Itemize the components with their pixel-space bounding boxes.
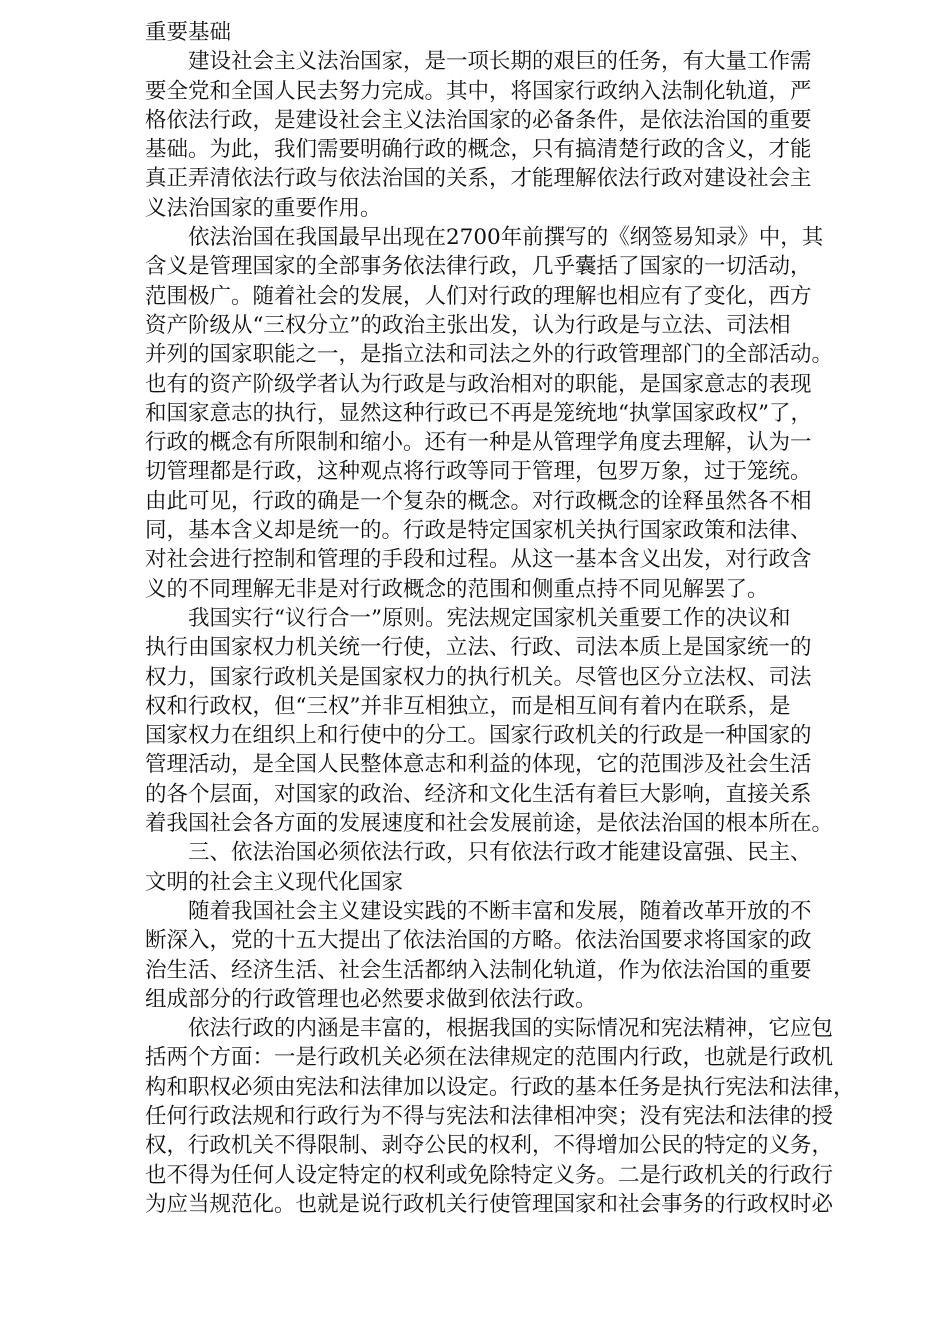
text-line: 国家权力在组织上和行使中的分工。国家行政机关的行政是一种国家的 (145, 723, 812, 749)
text-line: 权和行政权，但“三权”并非互相独立，而是相互间有着内在联系，是 (145, 693, 791, 719)
text-line: 依法治国在我国最早出现在2700年前撰写的《纲签易知录》中，其 (188, 225, 824, 251)
text-line: 并列的国家职能之一，是指立法和司法之外的行政管理部门的全部活动。 (145, 342, 834, 368)
text-line: 随着我国社会主义建设实践的不断丰富和发展，随着改革开放的不 (188, 898, 812, 924)
text-line: 格依法行政，是建设社会主义法治国家的必备条件，是依法治国的重要 (145, 107, 812, 133)
text-line: 着我国社会各方面的发展速度和社会发展前途，是依法治国的根本所在。 (145, 811, 834, 837)
text-line: 义的不同理解无非是对行政概念的范围和侧重点持不同见解罢了。 (145, 576, 769, 602)
paragraph (145, 897, 880, 1014)
text-line: 同，基本含义却是统一的。行政是特定国家机关执行国家政策和法律、 (145, 518, 812, 544)
text-line: 资产阶级从“三权分立”的政治主张出发，认为行政是与立法、司法相 (145, 312, 791, 338)
text-line: 任何行政法规和行政行为不得与宪法和法律相冲突；没有宪法和法律的授 (145, 1103, 834, 1129)
text-line: 行政的概念有所限制和缩小。还有一种是从管理学角度去理解，认为一 (145, 430, 812, 456)
paragraph (145, 604, 880, 838)
paragraph (145, 1014, 880, 1219)
text-line: 构和职权必须由宪法和法律加以设定。行政的基本任务是执行宪法和法律， (145, 1074, 855, 1100)
text-line: 管理活动，是全国人民整体意志和利益的体现，它的范围涉及社会生活 (145, 752, 812, 778)
text-line: 执行由国家权力机关统一行使，立法、行政、司法本质上是国家统一的 (145, 635, 812, 661)
document-page (145, 18, 880, 1219)
text-line: 也有的资产阶级学者认为行政是与政治相对的职能，是国家意志的表现 (145, 371, 812, 397)
text-line: 断深入，党的十五大提出了依法治国的方略。依法治国要求将国家的政 (145, 928, 812, 954)
text-line: 对社会进行控制和管理的手段和过程。从这一基本含义出发，对行政含 (145, 547, 812, 573)
text-line: 为应当规范化。也就是说行政机关行使管理国家和社会事务的行政权时必 (145, 1191, 834, 1217)
text-line: 范围极广。随着社会的发展，人们对行政的理解也相应有了变化，西方 (145, 283, 812, 309)
text-line: 基础。为此，我们需要明确行政的概念，只有搞清楚行政的含义，才能 (145, 137, 812, 163)
text-line: 和国家意志的执行，显然这种行政已不再是笼统地“执掌国家政权”了， (145, 400, 812, 426)
text-line: 要全党和全国人民去努力完成。其中，将国家行政纳入法制化轨道，严 (145, 78, 812, 104)
text-line: 文明的社会主义现代化国家 (145, 869, 404, 895)
heading-tail: 重要基础 (145, 20, 232, 45)
text-line: 权，行政机关不得限制、剥夺公民的权利，不得增加公民的特定的义务， (145, 1133, 834, 1159)
paragraph (145, 838, 880, 897)
text-line: 义法治国家的重要作用。 (145, 195, 382, 221)
text-line: 含义是管理国家的全部事务依法律行政，几乎囊括了国家的一切活动， (145, 254, 812, 280)
text-line: 切管理都是行政，这种观点将行政等同于管理，包罗万象，过于笼统。 (145, 459, 812, 485)
text-line: 也不得为任何人设定特定的权利或免除特定义务。二是行政机关的行政行 (145, 1162, 834, 1188)
text-line: 由此可见，行政的确是一个复杂的概念。对行政概念的诠释虽然各不相 (145, 488, 812, 514)
text-line: 依法行政的内涵是丰富的，根据我国的实际情况和宪法精神，它应包 (188, 1016, 834, 1042)
text-line: 组成部分的行政管理也必然要求做到依法行政。 (145, 986, 597, 1012)
text-line: 三、依法治国必须依法行政，只有依法行政才能建设富强、民主、 (188, 840, 812, 866)
text-line: 的各个层面，对国家的政治、经济和文化生活有着巨大影响，直接关系 (145, 781, 812, 807)
text-line: 我国实行“议行合一”原则。宪法规定国家机关重要工作的决议和 (188, 605, 791, 631)
text-line: 权力，国家行政机关是国家权力的执行机关。尽管也区分立法权、司法 (145, 664, 812, 690)
text-line: 治生活、经济生活、社会生活都纳入法制化轨道，作为依法治国的重要 (145, 957, 812, 983)
paragraph (145, 223, 880, 604)
text-line: 真正弄清依法行政与依法治国的关系，才能理解依法行政对建设社会主 (145, 166, 812, 192)
paragraph (145, 47, 880, 223)
paragraphs-container (145, 47, 880, 1219)
text-line: 括两个方面：一是行政机关必须在法律规定的范围内行政，也就是行政机 (145, 1045, 834, 1071)
text-line: 建设社会主义法治国家，是一项长期的艰巨的任务，有大量工作需 (188, 49, 812, 75)
